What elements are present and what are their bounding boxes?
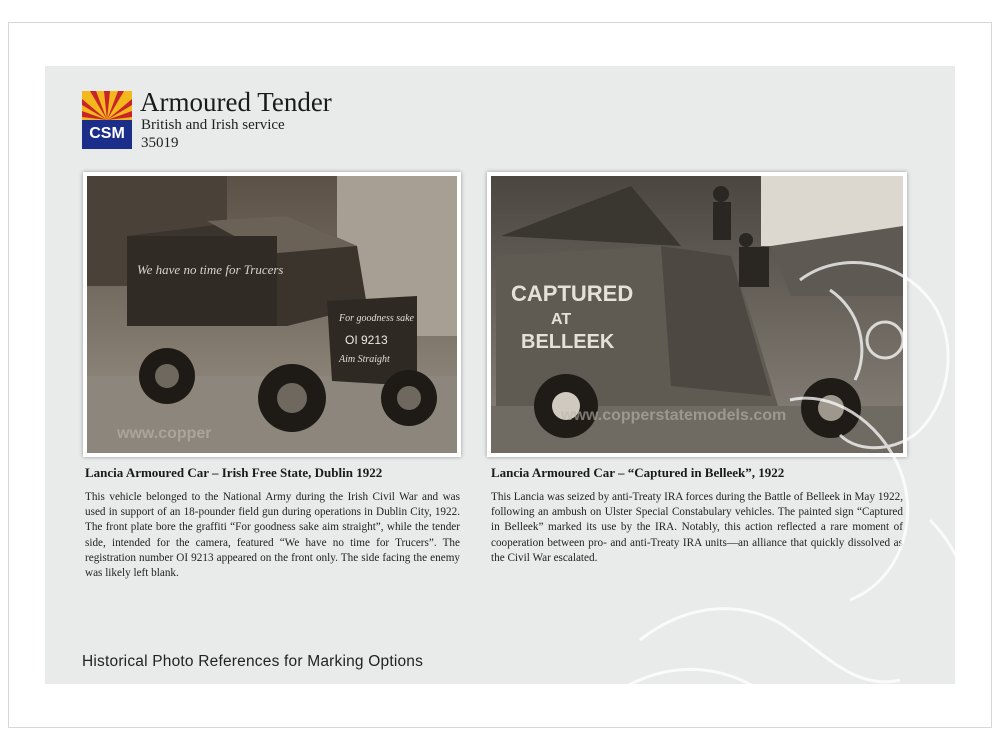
svg-text:We have no time for Trucers: We have no time for Trucers bbox=[137, 262, 284, 277]
kit-code: 35019 bbox=[141, 135, 179, 151]
photo-belleek bbox=[487, 172, 907, 457]
description-belleek: This Lancia was seized by anti-Treaty IRA forces during the Battle of Belleek in May 1922, following an ambush on Ulster Special Constabulary vehicles. The painted sign “Captured in Belleek” marked its use by the IRA. Notably, this action reflected a rare moment of cooperation between pro- and anti-Treaty IRA units—an alliance that quickly dissolved as the Civil War escalated. bbox=[491, 491, 903, 564]
page-subtitle: British and Irish service bbox=[141, 117, 285, 133]
footer-label: Historical Photo References for Marking Options bbox=[82, 653, 424, 670]
description-dublin: This vehicle belonged to the National Army during the Irish Civil War and was used in support of an 18-pounder field gun during operations in Dublin City, 1922. The front plate bore the graffiti “For goodness sake aim straight”, while the tender side, intended for the camera, featured “We have no time for Trucers”. The registration number OI 9213 appeared on the front only. The side facing the enemy was likely left blank. bbox=[85, 491, 460, 580]
svg-text:AT: AT bbox=[551, 311, 572, 328]
svg-text:www.copperstatemodels.com: www.copperstatemodels.com bbox=[561, 407, 787, 424]
page-title: Armoured Tender bbox=[140, 87, 332, 117]
svg-text:Aim Straight: Aim Straight bbox=[339, 354, 390, 365]
svg-text:For goodness sake: For goodness sake bbox=[339, 313, 414, 324]
svg-text:OI 9213: OI 9213 bbox=[345, 333, 388, 347]
svg-text:www.copper: www.copper bbox=[117, 425, 212, 442]
svg-text:BELLEEK: BELLEEK bbox=[521, 331, 615, 353]
caption-dublin: Lancia Armoured Car – Irish Free State, Dublin 1922 bbox=[85, 465, 383, 480]
caption-belleek: Lancia Armoured Car – “Captured in Belleek”, 1922 bbox=[491, 465, 785, 480]
photo-dublin bbox=[83, 172, 461, 457]
svg-text:CAPTURED: CAPTURED bbox=[511, 281, 634, 306]
svg-text:CSM: CSM bbox=[89, 125, 125, 142]
csm-logo bbox=[82, 91, 132, 149]
